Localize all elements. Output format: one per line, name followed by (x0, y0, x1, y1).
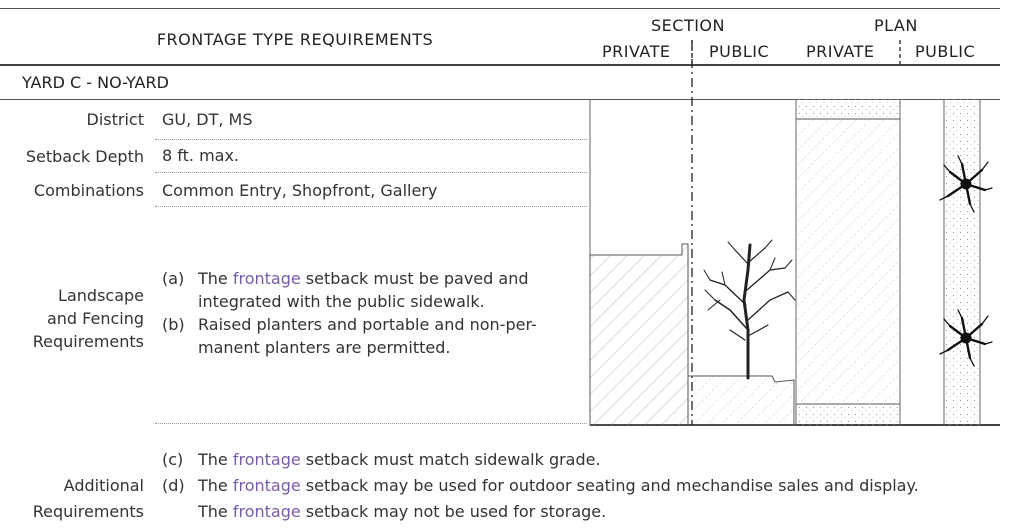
district-label: District (86, 110, 144, 129)
plan-building-hatch (796, 119, 900, 404)
frontage-term: frontage (232, 476, 301, 495)
plan-sidewalk (944, 99, 980, 425)
section-private-heading: PRIVATE (602, 42, 671, 61)
item-text: Raised planters and portable and non-per- (198, 315, 537, 334)
combinations-label: Combinations (33, 181, 144, 200)
landscape-label-line: Requirements (32, 332, 144, 351)
item-text-part: The (198, 476, 233, 495)
item-text-part: setback may be used for outdoor seating and mechandise sales and display. (300, 476, 919, 495)
plan-heading: PLAN (874, 16, 918, 35)
item-text-part: The (198, 269, 233, 288)
additional-label-line: Additional (63, 476, 144, 495)
combinations-value: Common Entry, Shopfront, Gallery (162, 181, 438, 200)
item-text-part: setback must match sidewalk grade. (300, 450, 601, 469)
frontage-term: frontage (232, 502, 301, 521)
setback-value: 8 ft. max. (162, 146, 240, 165)
additional-label-line: Requirements (32, 502, 144, 521)
item-marker: (a) (162, 269, 185, 288)
item-marker: (c) (162, 450, 184, 469)
item-text-part: The (198, 450, 233, 469)
landscape-label-line: and Fencing (46, 309, 144, 328)
item-text: integrated with the public sidewalk. (198, 292, 485, 311)
section-heading: SECTION (651, 16, 725, 35)
frontage-term: frontage (232, 269, 301, 288)
item-marker: (d) (162, 476, 185, 495)
item-text: manent planters are permitted. (198, 338, 451, 357)
section-sidewalk (688, 376, 794, 425)
item-text-part: The (198, 502, 233, 521)
district-value: GU, DT, MS (162, 110, 253, 129)
section-building (590, 244, 688, 425)
table-title: FRONTAGE TYPE REQUIREMENTS (156, 30, 434, 49)
plan-public-heading: PUBLIC (915, 42, 976, 61)
section-public-heading: PUBLIC (709, 42, 770, 61)
yard-title: YARD C - NO-YARD (22, 73, 169, 92)
frontage-term: frontage (232, 450, 301, 469)
plan-private-heading: PRIVATE (806, 42, 875, 61)
item-text-part: setback may not be used for storage. (300, 502, 607, 521)
item-text-part: setback must be paved and (300, 269, 529, 288)
setback-label: Setback Depth (25, 147, 144, 166)
tree-icon (704, 240, 795, 378)
landscape-label-line: Landscape (58, 286, 144, 305)
item-marker: (b) (162, 315, 185, 334)
